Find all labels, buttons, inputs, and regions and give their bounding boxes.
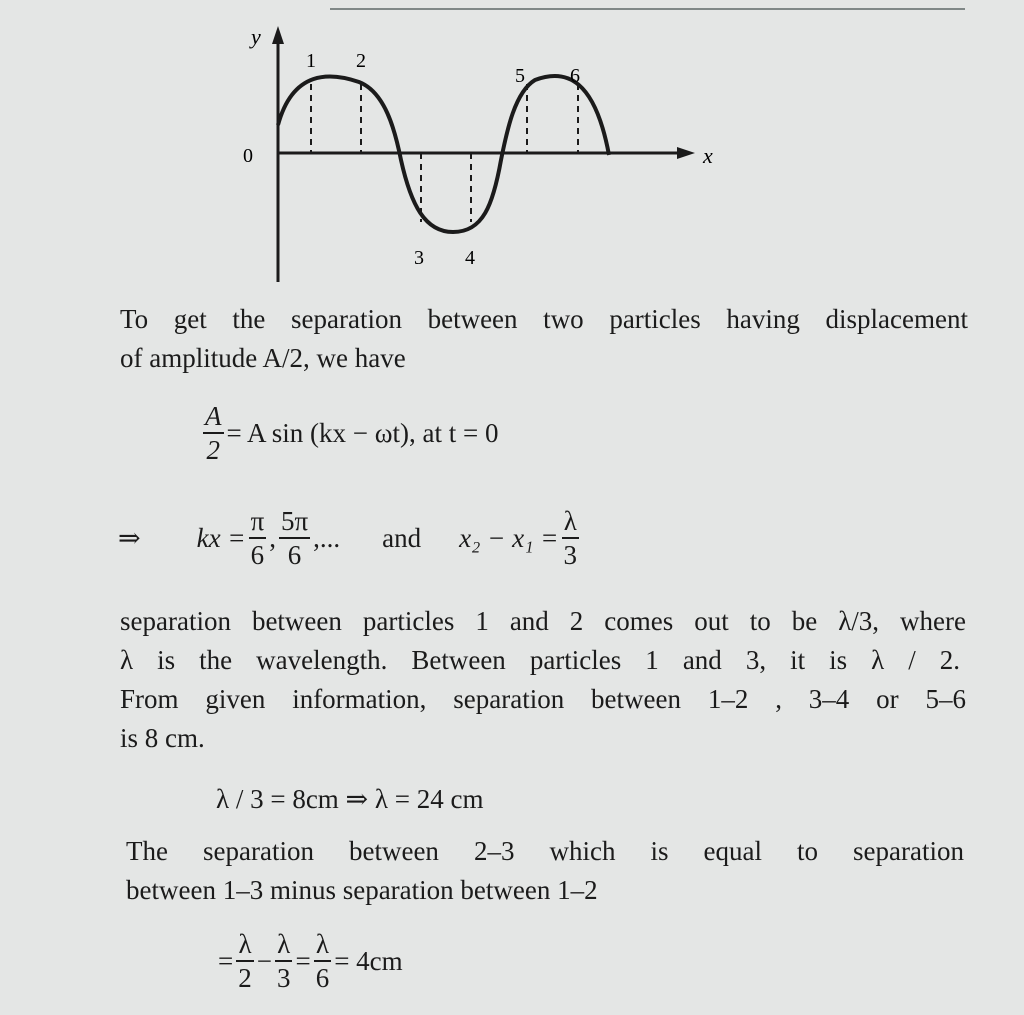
equation-amplitude xyxy=(200,400,498,466)
numerator: λ xyxy=(275,928,293,962)
kx-label: kx = xyxy=(196,522,246,553)
fraction xyxy=(203,400,224,466)
point-label-2: 2 xyxy=(356,50,366,72)
numerator: λ xyxy=(562,505,580,539)
paragraph-line: To get the separation between two particles having displacement xyxy=(120,304,968,334)
equals-sign: = xyxy=(295,945,311,976)
point-label-5: 5 xyxy=(515,65,525,87)
origin-label: 0 xyxy=(243,145,253,167)
paragraph-line: From given information, separation between 1–2 , 3–4 or 5–6 xyxy=(120,684,966,714)
result-value: = 4cm xyxy=(334,945,403,976)
equation-result xyxy=(218,928,403,994)
denominator: 2 xyxy=(206,435,220,465)
paragraph-line: of amplitude A/2, we have xyxy=(120,343,406,373)
fraction xyxy=(275,928,293,994)
fraction xyxy=(249,505,267,571)
x-axis-arrow xyxy=(677,147,695,159)
numerator: A xyxy=(203,400,224,434)
numerator: λ xyxy=(236,928,254,962)
y-axis-arrow xyxy=(272,26,284,44)
y-axis-label: y xyxy=(251,24,261,49)
numerator: λ xyxy=(314,928,332,962)
numerator: 5π xyxy=(279,505,310,539)
fraction xyxy=(314,928,332,994)
point-label-1: 1 xyxy=(306,50,316,72)
and-word: and xyxy=(382,522,422,553)
minus-sign: − xyxy=(256,945,272,976)
denominator: 6 xyxy=(315,963,330,993)
fraction xyxy=(279,505,310,571)
wave-figure xyxy=(225,10,745,290)
point-label-3: 3 xyxy=(414,247,424,269)
denominator: 6 xyxy=(287,540,302,570)
ellipsis: ,... xyxy=(313,522,341,553)
point-label-6: 6 xyxy=(570,65,580,87)
paragraph-line: The separation between 2–3 which is equal to separation xyxy=(126,836,964,866)
separation-lhs: x₂ − x₁ = xyxy=(459,522,559,553)
denominator: 3 xyxy=(276,963,291,993)
paragraph-line: λ is the wavelength. Between particles 1 and 3, it is λ / 2. xyxy=(120,645,960,675)
equation-kx xyxy=(118,505,582,571)
x-axis-label: x xyxy=(703,143,713,168)
paragraph-line: is 8 cm. xyxy=(120,723,205,753)
denominator: 3 xyxy=(563,540,578,570)
equation-wavelength: λ / 3 = 8cm ⇒ λ = 24 cm xyxy=(216,784,484,814)
paragraph-line: between 1–3 minus separation between 1–2 xyxy=(126,875,598,905)
denominator: 2 xyxy=(238,963,252,993)
fraction xyxy=(236,928,254,994)
equals-sign: = xyxy=(218,945,234,976)
denominator: 6 xyxy=(250,540,265,570)
equation-rhs: = A sin (kx − ωt), at t = 0 xyxy=(226,417,499,448)
numerator: π xyxy=(249,505,267,539)
paragraph-line: separation between particles 1 and 2 comes out to be λ/3, where xyxy=(120,606,966,636)
fraction xyxy=(562,505,580,571)
point-label-4: 4 xyxy=(465,247,475,269)
implies-symbol: ⇒ xyxy=(118,522,141,553)
comma: , xyxy=(269,522,276,553)
